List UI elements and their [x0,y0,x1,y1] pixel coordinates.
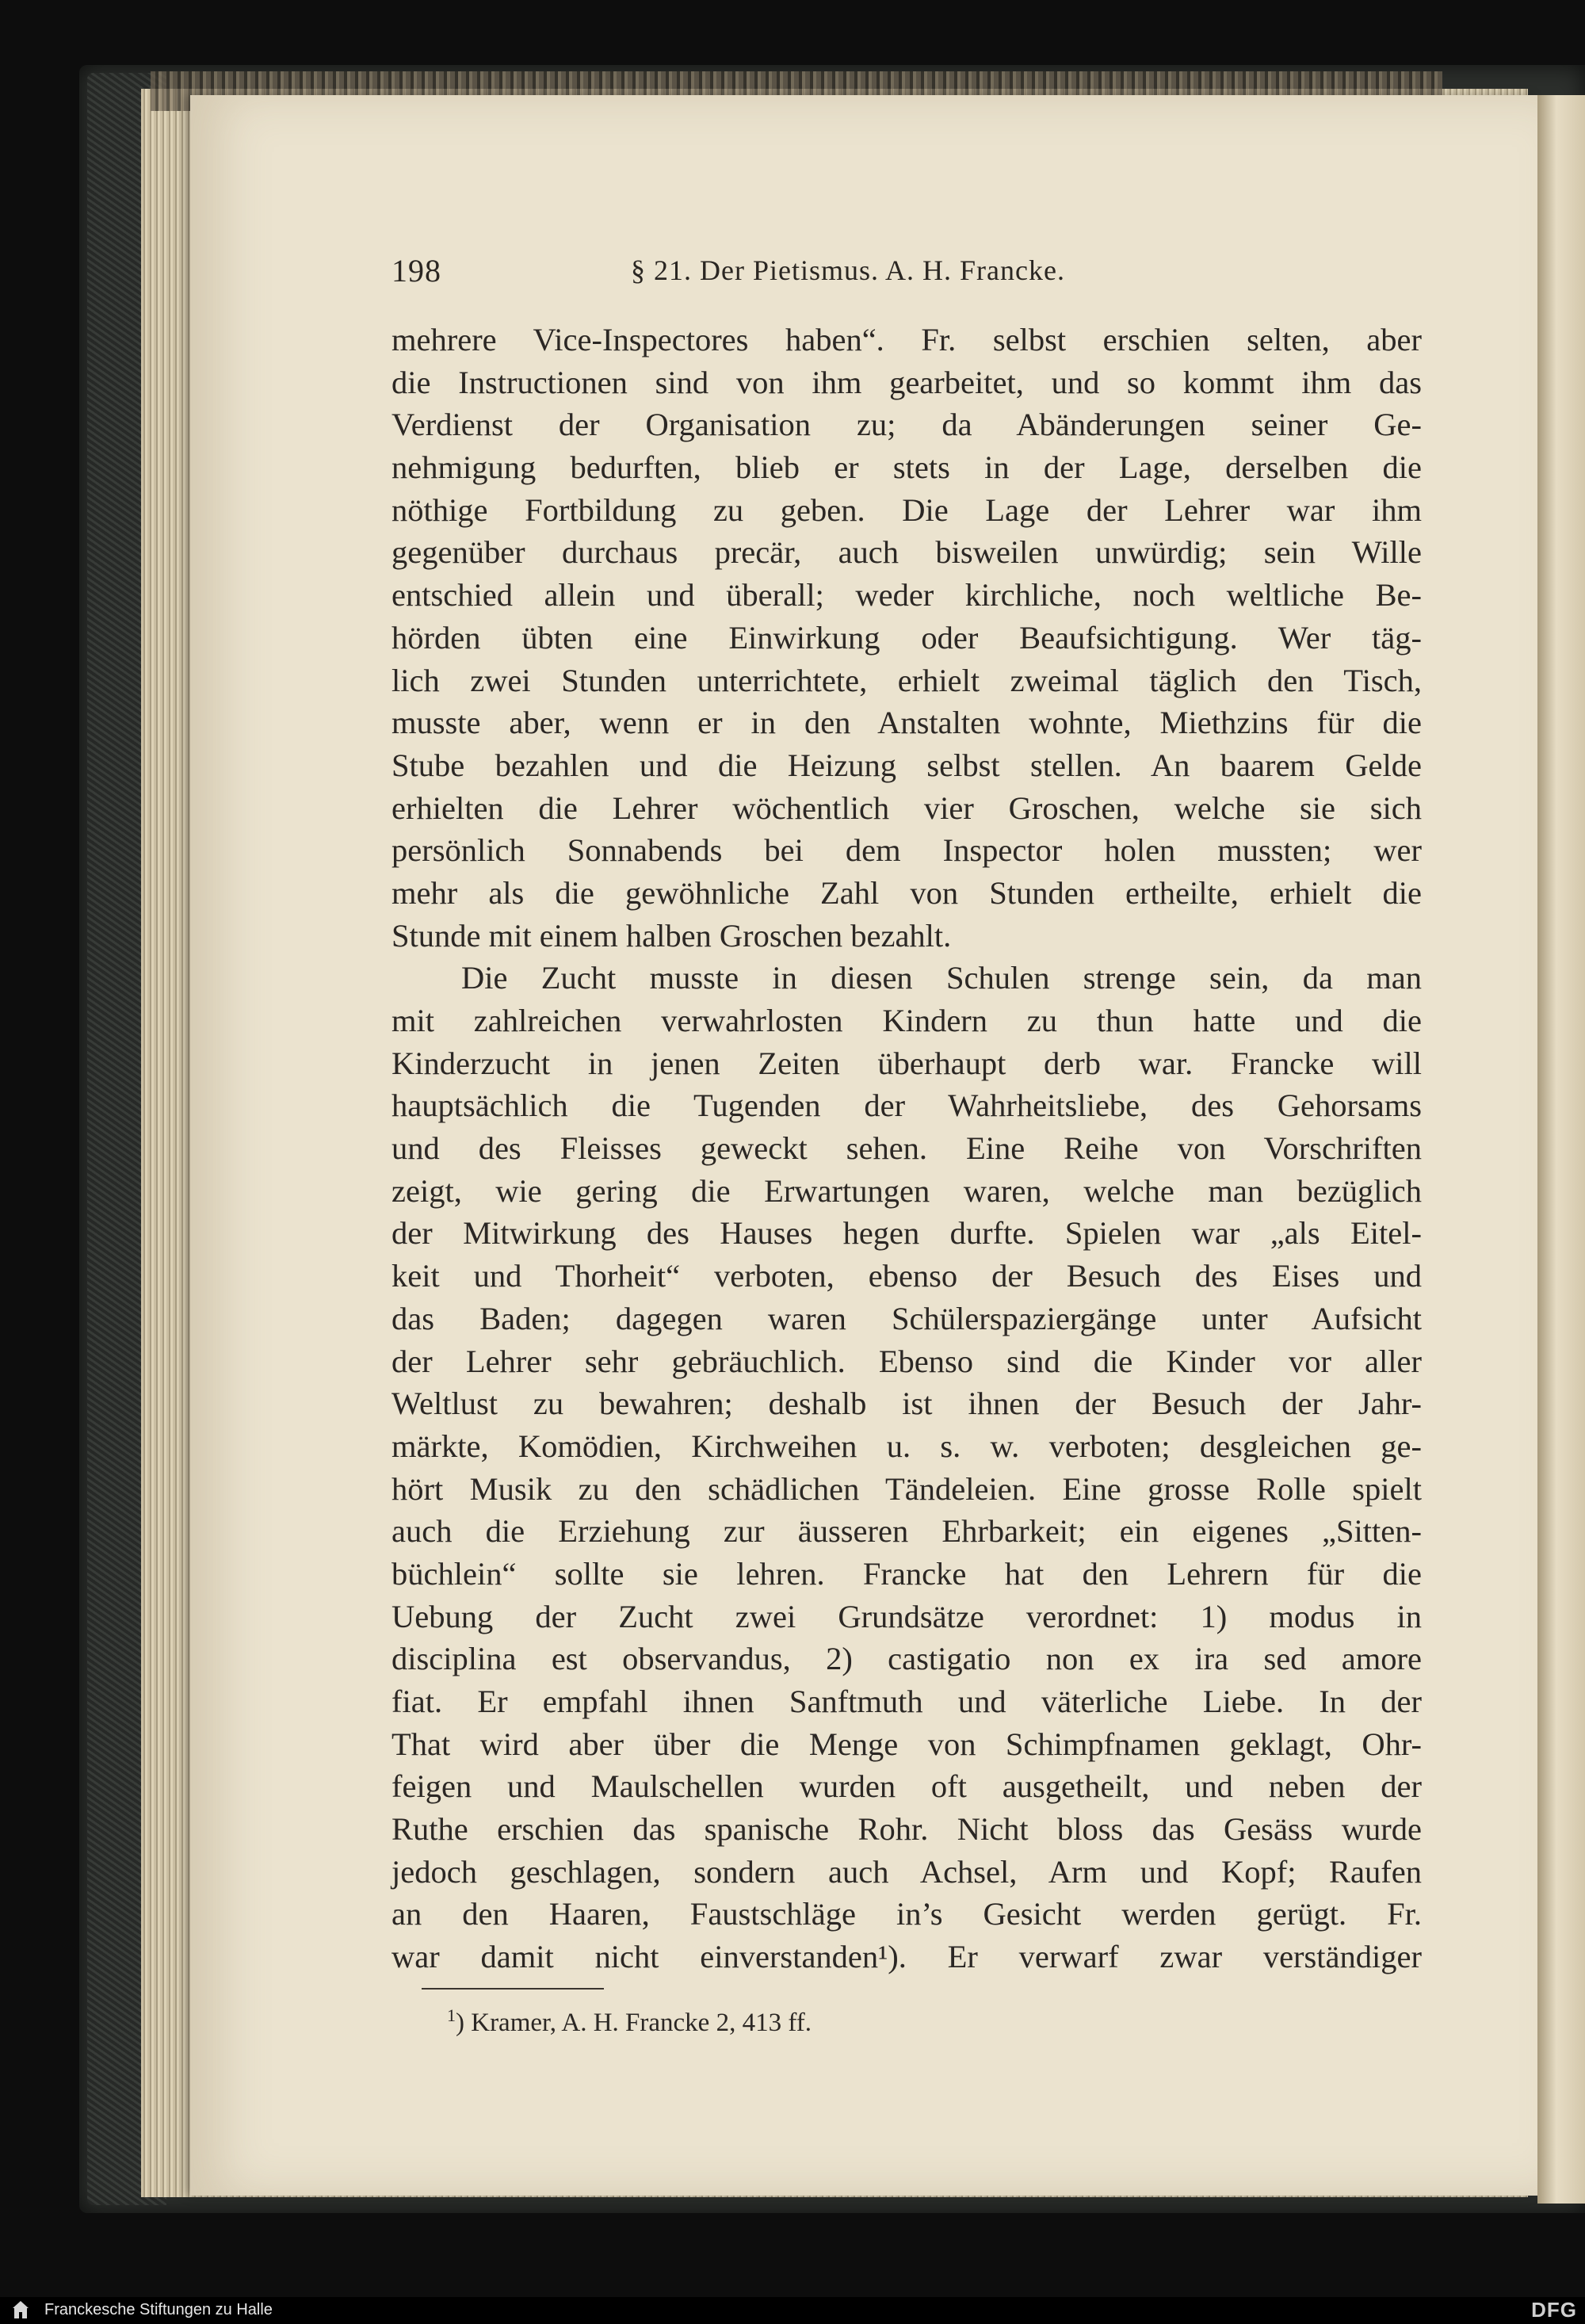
page-header [391,252,1422,292]
footnote-marker: 1 [447,2005,456,2025]
text-line: hört Musik zu den schädlichen Tändeleien. Eine grosse Rolle spielt [391,1470,1422,1507]
paragraph-start-line: Die Zucht musste in diesen Schulen strenge sein, da man [461,960,1422,996]
text-line: der Mitwirkung des Hauses hegen durfte. Spielen war „als Eitel- [391,1215,1422,1252]
text-line: lich zwei Stunden unterrichtete, erhielt zweimal täglich den Tisch, [391,662,1422,698]
text-line: der Lehrer sehr gebräuchlich. Ebenso sind die Kinder vor aller [391,1343,1422,1379]
text-line: gegenüber durchaus precär, auch bisweilen unwürdig; sein Wille [391,534,1422,571]
text-line: büchlein“ sollte sie lehren. Francke hat den Lehrern für die [391,1555,1422,1592]
footnote-text: ) Kramer, A. H. Francke 2, 413 ff. [456,2009,812,2037]
text-line: musste aber, wenn er in den Anstalten wohnte, Miethzins für die [391,705,1422,741]
paragraph-end-line: Stunde mit einem halben Groschen bezahlt. [391,917,952,954]
text-line: mehrere Vice-Inspectores haben“. Fr. selbst erschien selten, aber [391,322,1422,357]
text-line: Uebung der Zucht zwei Grundsätze verordnet: 1) modus in [391,1598,1422,1634]
dfg-logo: DFG [1531,2298,1577,2322]
page-number: 198 [391,253,441,289]
text-line: und des Fleisses geweckt sehen. Eine Reihe von Vorschriften [391,1130,1422,1167]
text-line: feigen und Maulschellen wurden oft ausgetheilt, und neben der [391,1768,1422,1805]
footnote [447,2005,812,2038]
text-line: hörden übten eine Einwirkung oder Beaufsichtigung. Wer täg- [391,619,1422,656]
text-line: jedoch geschlagen, sondern auch Achsel, Arm und Kopf; Raufen [391,1853,1422,1890]
text-line: disciplina est observandus, 2) castigatio non ex ira sed amore [391,1641,1422,1677]
footnote-rule [422,1988,604,1990]
text-line: erhielten die Lehrer wöchentlich vier Groschen, welche sie sich [391,789,1422,826]
right-page-edge [1537,95,1585,2204]
text-line: keit und Thorheit“ verboten, ebenso der Besuch des Eises und [391,1258,1422,1294]
text-line: Weltlust zu bewahren; deshalb ist ihnen der Besuch der Jahr- [391,1386,1422,1422]
text-line: entschied allein und überall; weder kirchliche, noch weltliche Be- [391,577,1422,613]
text-line: nehmigung bedurften, blieb er stets in der Lage, derselben die [391,449,1422,486]
text-line: märkte, Komödien, Kirchweihen u. s. w. verboten; desgleichen ge- [391,1428,1422,1464]
text-line: das Baden; dagegen waren Schülerspaziergänge unter Aufsicht [391,1300,1422,1336]
text-line: Kinderzucht in jenen Zeiten überhaupt derb war. Francke will [391,1045,1422,1081]
text-line: die Instructionen sind von ihm gearbeitet, und so kommt ihm das [391,364,1422,400]
text-line: persönlich Sonnabends bei dem Inspector holen mussten; wer [391,832,1422,869]
institution-name: Franckesche Stiftungen zu Halle [44,2301,273,2318]
text-line: mit zahlreichen verwahrlosten Kindern zu thun hatte und die [391,1003,1422,1038]
running-title: § 21. Der Pietismus. A. H. Francke. [631,254,1065,286]
text-line: auch die Erziehung zur äusseren Ehrbarkeit; ein eigenes „Sitten- [391,1513,1422,1550]
text-line: nöthige Fortbildung zu geben. Die Lage der Lehrer war ihm [391,491,1422,528]
text-line: war damit nicht einverstanden¹). Er verwarf zwar verständiger [391,1939,1422,1975]
institution-logo-icon [11,2299,30,2320]
body-text [391,319,1422,1978]
text-line: zeigt, wie gering die Erwartungen waren, welche man bezüglich [391,1172,1422,1209]
text-line: fiat. Er empfahl ihnen Sanftmuth und väterliche Liebe. In der [391,1684,1422,1719]
text-line: hauptsächlich die Tugenden der Wahrheitsliebe, des Gehorsams [391,1087,1422,1124]
text-line: Ruthe erschien das spanische Rohr. Nicht bloss das Gesäss wurde [391,1811,1422,1848]
text-line: Stube bezahlen und die Heizung selbst stellen. An baarem Gelde [391,747,1422,783]
text-line: mehr als die gewöhnliche Zahl von Stunden ertheilte, erhielt die [391,874,1422,911]
text-line: Verdienst der Organisation zu; da Abänderungen seiner Ge- [391,407,1422,443]
text-line: That wird aber über die Menge von Schimpfnamen geklagt, Ohr- [391,1726,1422,1762]
text-line: an den Haaren, Faustschläge in’s Gesicht werden gerügt. Fr. [391,1896,1422,1932]
